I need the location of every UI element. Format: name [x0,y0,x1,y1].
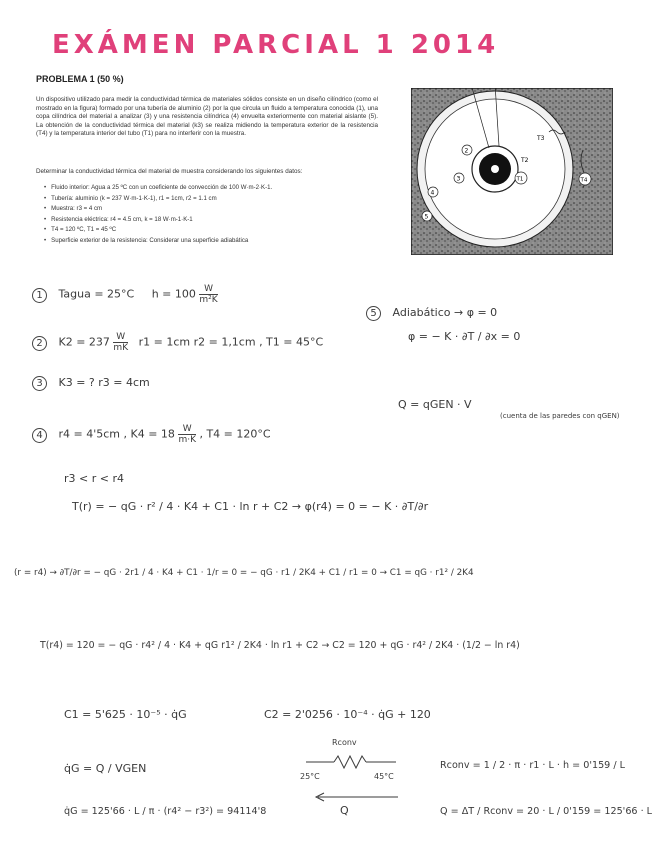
temp-left: 25°C [300,772,320,781]
list-item: • Muestra: r3 = 4 cm [44,204,272,215]
figure-label: 2 [464,147,469,155]
heat-flow-label: Q [340,804,349,817]
cylinder-figure [411,88,613,255]
temp-right: 45°C [374,772,394,781]
list-item: • Tubería: aluminio (k = 237 W·m-1·K-1), r1 = 1cm, r2 = 1.1 cm [44,194,272,205]
figure-label: T1 [516,176,524,183]
problem-instruction: Determinar la conductividad térmica del material de muestra considerando los siguientes datos: [36,168,303,175]
problem-heading: PROBLEMA 1 (50 %) [36,74,124,84]
figure-label: T3 [537,135,545,142]
derivative-condition: (r = r4) → ∂T/∂r = − qG · 2r1 / 4 · K4 + C1 · 1/r = 0 = − qG · r1 / 2K4 + C1 / r1 = 0 → C1 = qG · r1² / 2K4 [14,568,474,578]
note-line-2: 2 K2 = 237 $\frac{W}{mK}$ r1 = 1cm r2 = 1,1cm , T1 = 45°C [32,332,323,353]
item-number: 2 [32,336,47,351]
q-equation: Q = qGEN · V [398,398,472,411]
resistance-equation: Rconv = 1 / 2 · π · r1 · L · h = 0'159 / L [440,760,625,771]
data-list [44,183,272,246]
item-number: 4 [32,428,47,443]
figure-label: 3 [456,175,461,183]
list-item: • T4 = 120 ºC, T1 = 45 ºC [44,225,272,236]
figure-label: 4 [430,189,435,197]
qg-definition: q̇G = Q / VGEN [64,762,147,775]
figure-label: T2 [521,157,529,164]
q-value: Q = ΔT / Rconv = 20 · L / 0'159 = 125'66 · L [440,806,653,817]
boundary-condition: T(r4) = 120 = − qG · r4² / 4 · K4 + qG r1² / 2K4 · ln r1 + C2 → C2 = 120 + qG · r4² / 2K4 · (1/2 − ln r4) [40,640,520,651]
radius-range: r3 < r < r4 [64,472,124,485]
note-line-4: 4 r4 = 4'5cm , K4 = 18 $\frac{W}{m\cdot K}$ , T4 = 120°C [32,424,271,445]
note-line-3: 3 K3 = ? r3 = 4cm [32,376,150,391]
c1-value: C1 = 5'625 · 10⁻⁵ · q̇G [64,708,187,721]
adiabatic-flux: φ = − K · ∂T / ∂x = 0 [408,330,521,343]
list-item: • Resistencia eléctrica: r4 = 4.5 cm, k = 18 W·m-1·K-1 [44,215,272,226]
figure-label: 1 [492,167,496,174]
exam-title: EXÁMEN PARCIAL 1 2014 [52,30,500,60]
note-line-5: 5 Adiabático → φ = 0 [366,306,497,321]
list-item: • Fluido interior: Agua a 25 ºC con un coeficiente de convección de 100 W·m-2·K-1. [44,183,272,194]
note-line-1: 1 Tagua = 25°C h = 100 $\frac{W}{\text{m²K}}$ [32,284,218,305]
figure-label: T4 [580,177,588,184]
heat-flow-arrow [310,792,400,802]
problem-paragraph: Un dispositivo utilizado para medir la conductividad térmica de materiales sólidos consiste en un diseño cilíndrico (como el mostrado en la figura) formado por una tubería de aluminio (2) por la que circula un fluido a temperatura conocida (1), una copa cilíndrica del material a analizar (3) y una resistencia cilíndrica (4) envuelta exteriormente con material aislante (5). La obtención de la conductividad térmica del material (k3) se realiza midiendo la temperatura exterior de la resistencia (T4) y la temperatura interior del tubo (T1) para no interferir con la muestra. [36,96,378,138]
resistance-label: Rconv [332,738,357,747]
qg-value: q̇G = 125'66 · L / π · (r4² − r3²) = 94114'8 [64,806,267,817]
item-number: 5 [366,306,381,321]
item-number: 1 [32,288,47,303]
list-item: • Superficie exterior de la resistencia: Considerar una superficie adiabática [44,236,272,247]
q-note: (cuenta de las paredes con qGEN) [500,412,620,420]
temperature-profile: T(r) = − qG · r² / 4 · K4 + C1 · ln r + C2 → φ(r4) = 0 = − K · ∂T/∂r [72,500,429,513]
c2-value: C2 = 2'0256 · 10⁻⁴ · q̇G + 120 [264,708,431,721]
item-number: 3 [32,376,47,391]
figure-label: 5 [424,213,429,221]
